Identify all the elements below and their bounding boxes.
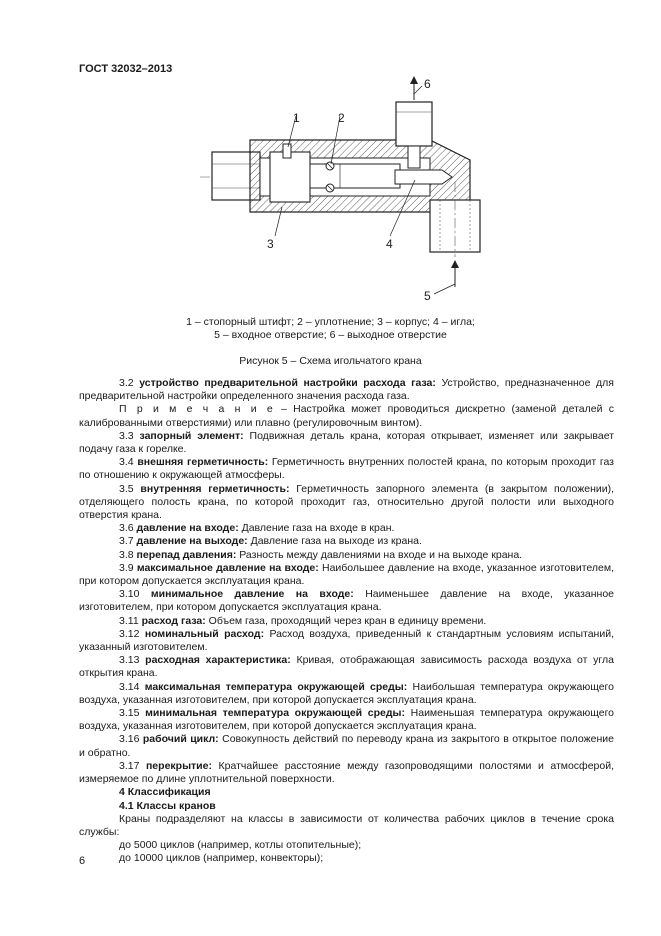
label-2: 2 [338,111,345,125]
clause-3-14: 3.14 максимальная температура окружающей среды: Наибольшая температура окружающего воздуха, указанная изготовителем, при которой допускается эксплуатация крана. [79,680,614,706]
clause-3-12: 3.12 номинальный расход: Расход воздуха, приведенный к стандартным условиям испытаний, указанный изготовителем. [79,627,614,654]
clause-3-5: 3.5 внутренняя герметичность: Герметичность запорного элемента (в закрытом положении), отделяющего полость крана, по которой проходит газ, относительно другой полости или выходного отверстия крана. [79,482,615,522]
clause-3-16: 3.16 рабочий цикл: Совокупность действий по переводу крана из закрытого в открытое положение и обратно. [79,733,615,759]
needle-valve-diagram [190,72,490,312]
figure-caption: Рисунок 5 – Схема игольчатого крана [239,355,422,367]
clause-3-3: 3.3 запорный элемент: Подвижная деталь крана, которая открывает, изменяет или закрывает подачу газа к горелке. [79,429,615,456]
label-3: 3 [267,237,274,251]
clause-3-13: 3.13 расходная характеристика: Кривая, отображающая зависимость расхода воздуха от угла открытия крана. [79,654,615,680]
clause-3-9: 3.9 максимальное давление на входе: Наибольшее давление на входе, указанное изготовителем, при котором допускается эксплуатация крана. [79,561,615,588]
figure-legend [60,316,601,342]
legend-line-2: 5 – входное отверстие; 6 – выходное отверстие [214,329,447,341]
page-number: 6 [79,855,86,867]
clause-3-17: 3.17 перекрытие: Кратчайшее расстояние между газопроводящими полостями и атмосферой, измеряемое по длине уплотнительной поверхности. [79,759,614,786]
clause-3-11: 3.11 расход газа: Объем газа, проходящий через кран в единицу времени. [119,614,487,627]
note: П р и м е ч а н и е – Настройка может проводиться дискретно (заменой деталей с калиброванными отверстиями) или плавно (регулировочным винтом). [79,403,614,429]
clause-3-15: 3.15 минимальная температура окружающей среды: Наименьшая температура окружающего воздуха, указанная изготовителем, при которой допускается эксплуатация крана. [79,707,615,733]
label-6: 6 [424,77,431,91]
clause-3-6: 3.6 давление на входе: Давление газа на входе в кран. [119,522,395,535]
list-item: до 10000 циклов (например, конвекторы); [119,852,324,865]
list-item: до 5000 циклов (например, котлы отопительные); [119,839,362,852]
clause-3-10: 3.10 минимальное давление на входе: Наименьшее давление на входе, указанное изготовителем, при котором допускается эксплуатация крана. [79,588,615,614]
label-1: 1 [293,111,300,125]
section-heading: 4 Классификация [119,786,211,799]
clause-3-8: 3.8 перепад давления: Разность между давлениями на входе и на выходе крана. [119,548,523,561]
clause-3-2: 3.2 устройство предварительной настройки расхода газа: Устройство, предназначенное для предварительной настройки определенного значения расхода газа. [79,377,614,403]
label-5: 5 [424,289,431,303]
clause-3-7: 3.7 давление на выходе: Давление газа на выходе из крана. [119,535,422,548]
label-4: 4 [386,237,393,251]
document-header: ГОСТ 32032–2013 [79,63,173,75]
subsection-heading: 4.1 Классы кранов [119,799,216,812]
section-intro: Краны подразделяют на классы в зависимости от количества рабочих циклов в течение срока службы: [79,812,614,838]
clause-3-4: 3.4 внешняя герметичность: Герметичность внутренних полостей крана, по которым проходит газ по отношению к окружающей атмосферы. [79,456,614,482]
body-text [79,377,614,866]
legend-line-1: 1 – стопорный штифт; 2 – уплотнение; 3 – корпус; 4 – игла; [186,316,475,328]
